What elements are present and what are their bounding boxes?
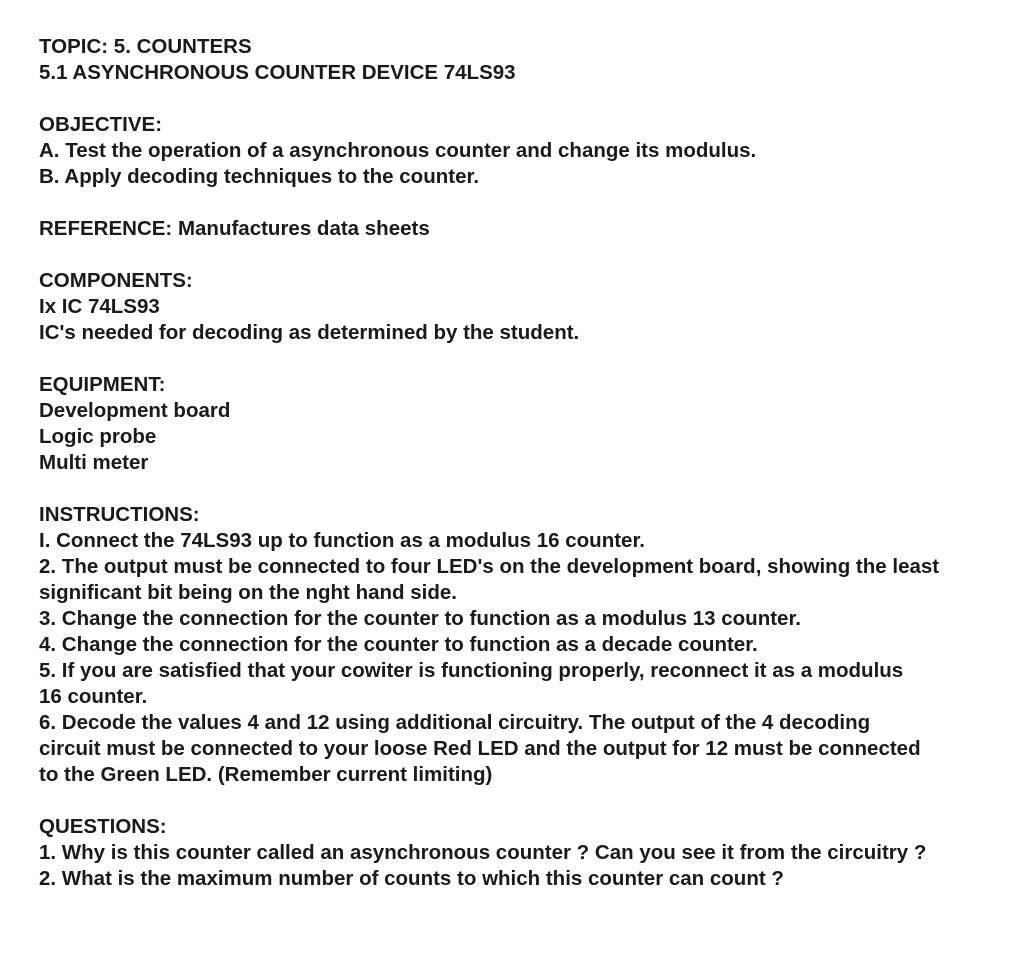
subtitle: 5.1 ASYNCHRONOUS COUNTER DEVICE 74LS93 (39, 61, 516, 84)
question-item: 1. Why is this counter called an asynchronous counter ? Can you see it from the circuitry ? (39, 841, 927, 864)
questions-heading: QUESTIONS: (39, 815, 167, 838)
instruction-item: 5. If you are satisfied that your cowiter is functioning properly, reconnect it as a modulus 16 counter. (39, 659, 904, 708)
topic-title: TOPIC: 5. COUNTERS (39, 35, 252, 58)
reference-section (39, 216, 999, 242)
objective-item: A. Test the operation of a asynchronous counter and change its modulus. (39, 139, 757, 162)
equipment-heading: EQUIPMENT: (39, 373, 166, 396)
header-section (39, 34, 999, 86)
document-page (39, 34, 999, 892)
instruction-item: I. Connect the 74LS93 up to function as a modulus 16 counter. (39, 529, 645, 552)
instruction-item: 3. Change the connection for the counter to function as a modulus 13 counter. (39, 607, 801, 630)
reference-text: REFERENCE: Manufactures data sheets (39, 217, 430, 240)
component-item: IC's needed for decoding as determined by the student. (39, 321, 580, 344)
equipment-section (39, 372, 999, 476)
equipment-item: Development board (39, 399, 231, 422)
instructions-section (39, 502, 999, 788)
instructions-heading: INSTRUCTIONS: (39, 503, 200, 526)
components-section (39, 268, 999, 346)
questions-section (39, 814, 999, 892)
equipment-item: Multi meter (39, 451, 149, 474)
spacer (39, 788, 999, 814)
instruction-item: 2. The output must be connected to four LED's on the development board, showing the least significant bit being on the nght hand side. (39, 555, 940, 604)
spacer (39, 346, 999, 372)
objective-item: B. Apply decoding techniques to the counter. (39, 165, 480, 188)
objective-heading: OBJECTIVE: (39, 113, 163, 136)
spacer (39, 242, 999, 268)
spacer (39, 476, 999, 502)
objective-section (39, 112, 999, 190)
spacer (39, 190, 999, 216)
instruction-item: 4. Change the connection for the counter to function as a decade counter. (39, 633, 758, 656)
spacer (39, 86, 999, 112)
component-item: Ix IC 74LS93 (39, 295, 160, 318)
components-heading: COMPONENTS: (39, 269, 193, 292)
equipment-item: Logic probe (39, 425, 157, 448)
instruction-item: 6. Decode the values 4 and 12 using additional circuitry. The output of the 4 decoding circuit must be connected to your loose Red LED and the output for 12 must be connected to the Green LED. (Remember current limiting) (39, 711, 921, 786)
question-item: 2. What is the maximum number of counts to which this counter can count ? (39, 867, 784, 890)
